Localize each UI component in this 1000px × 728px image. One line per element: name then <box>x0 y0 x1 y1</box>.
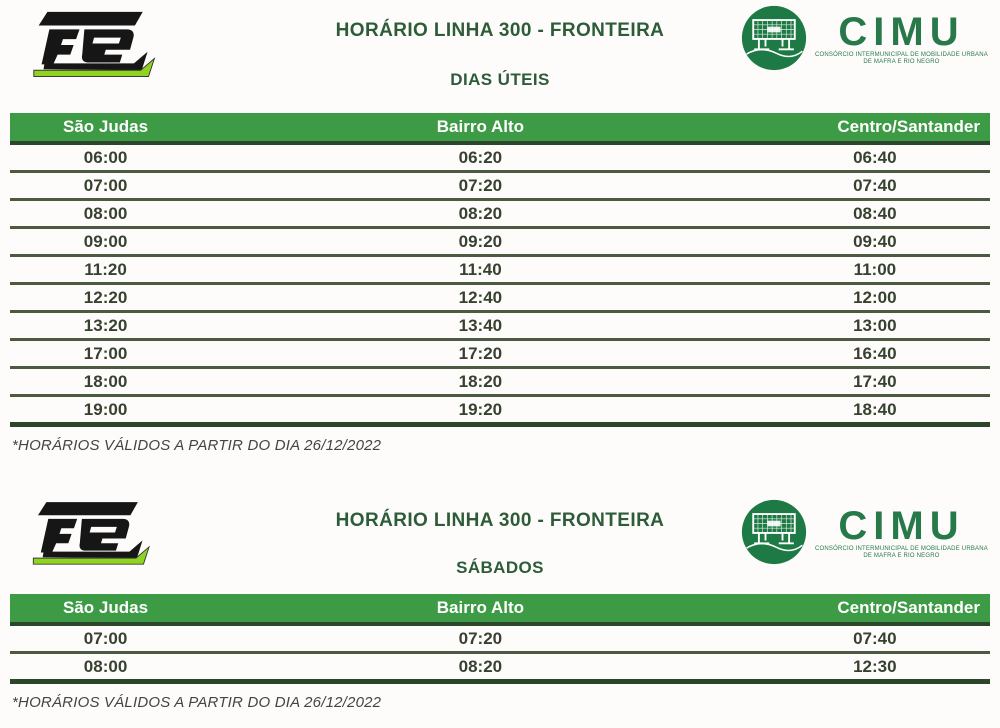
time-cell: 08:20 <box>201 653 760 682</box>
cimu-wordmark-block <box>815 12 988 66</box>
column-header-sao-judas: São Judas <box>10 113 201 143</box>
time-cell: 09:00 <box>10 228 201 256</box>
column-header-centro-santander: Centro/Santander <box>760 113 990 143</box>
time-cell: 18:40 <box>760 396 990 425</box>
header-row <box>10 113 990 143</box>
time-cell: 07:40 <box>760 624 990 653</box>
cimu-tagline-line1: CONSÓRCIO INTERMUNICIPAL DE MOBILIDADE URBANA <box>814 52 988 58</box>
table-row <box>10 624 990 653</box>
time-cell: 12:00 <box>760 284 990 312</box>
time-cell: 08:00 <box>10 653 201 682</box>
timetable-saturdays <box>10 594 990 684</box>
time-cell: 07:20 <box>201 624 760 653</box>
time-cell: 12:20 <box>10 284 201 312</box>
table-row <box>10 200 990 228</box>
time-cell: 19:20 <box>201 396 760 425</box>
cimu-wordmark-block <box>815 506 988 560</box>
cimu-wordmark: CIMU <box>838 504 965 548</box>
time-cell: 08:00 <box>10 200 201 228</box>
time-cell: 07:40 <box>760 172 990 200</box>
time-cell: 17:40 <box>760 368 990 396</box>
time-cell: 07:00 <box>10 624 201 653</box>
table-row <box>10 143 990 172</box>
time-cell: 09:20 <box>201 228 760 256</box>
table-row <box>10 256 990 284</box>
time-cell: 13:40 <box>201 312 760 340</box>
time-cell: 12:30 <box>760 653 990 682</box>
cimu-wordmark: CIMU <box>838 10 965 54</box>
time-cell: 17:00 <box>10 340 201 368</box>
cimu-tagline-line2: DE MAFRA E RIO NEGRO <box>863 59 940 65</box>
time-cell: 13:20 <box>10 312 201 340</box>
table-row <box>10 284 990 312</box>
section-header <box>0 0 1000 113</box>
page-title: HORÁRIO LINHA 300 - FRONTEIRA <box>335 20 665 41</box>
time-cell: 06:20 <box>201 143 760 172</box>
table-row <box>10 368 990 396</box>
page-title: HORÁRIO LINHA 300 - FRONTEIRA <box>335 510 665 531</box>
column-header-sao-judas: São Judas <box>10 594 201 624</box>
timetable-weekdays <box>10 113 990 427</box>
section-subtitle: DIAS ÚTEIS <box>450 70 550 89</box>
section-saturdays <box>0 494 1000 711</box>
time-cell: 07:00 <box>10 172 201 200</box>
table-row <box>10 653 990 682</box>
cimu-logo <box>740 498 988 566</box>
section-subtitle: SÁBADOS <box>456 558 544 577</box>
header-row <box>10 594 990 624</box>
table-row <box>10 228 990 256</box>
column-header-centro-santander: Centro/Santander <box>760 594 990 624</box>
cimu-tagline-line1: CONSÓRCIO INTERMUNICIPAL DE MOBILIDADE URBANA <box>814 546 988 552</box>
time-cell: 18:20 <box>201 368 760 396</box>
column-header-bairro-alto: Bairro Alto <box>201 594 760 624</box>
time-cell: 16:40 <box>760 340 990 368</box>
time-cell: 11:00 <box>760 256 990 284</box>
time-cell: 12:40 <box>201 284 760 312</box>
time-cell: 17:20 <box>201 340 760 368</box>
time-cell: 19:00 <box>10 396 201 425</box>
cimu-bus-icon <box>740 4 808 72</box>
footnote-weekdays: *HORÁRIOS VÁLIDOS A PARTIR DO DIA 26/12/2022 <box>12 437 382 454</box>
footnote-saturdays: *HORÁRIOS VÁLIDOS A PARTIR DO DIA 26/12/2022 <box>12 694 382 711</box>
cimu-logo <box>740 4 988 72</box>
table-row <box>10 396 990 425</box>
table-row <box>10 172 990 200</box>
cimu-tagline-line2: DE MAFRA E RIO NEGRO <box>863 553 940 559</box>
time-cell: 06:00 <box>10 143 201 172</box>
time-cell: 08:20 <box>201 200 760 228</box>
section-header <box>0 494 1000 594</box>
time-cell: 06:40 <box>760 143 990 172</box>
time-cell: 13:00 <box>760 312 990 340</box>
time-cell: 08:40 <box>760 200 990 228</box>
table-row <box>10 312 990 340</box>
column-header-bairro-alto: Bairro Alto <box>201 113 760 143</box>
table-row <box>10 340 990 368</box>
time-cell: 11:20 <box>10 256 201 284</box>
time-cell: 07:20 <box>201 172 760 200</box>
time-cell: 11:40 <box>201 256 760 284</box>
cimu-bus-icon <box>740 498 808 566</box>
time-cell: 09:40 <box>760 228 990 256</box>
time-cell: 18:00 <box>10 368 201 396</box>
